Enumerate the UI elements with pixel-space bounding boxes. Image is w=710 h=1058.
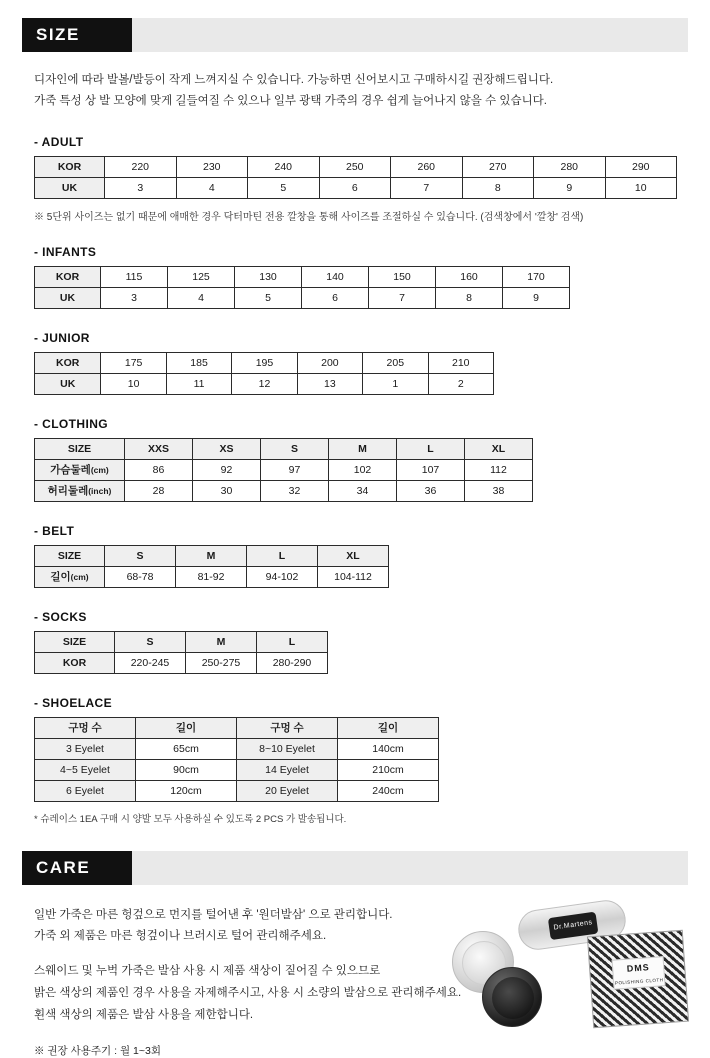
junior-kor-5: 210	[428, 352, 493, 373]
shoelace-r0-c0: 3 Eyelet	[35, 738, 136, 759]
junior-kor-0: 175	[101, 352, 166, 373]
adult-kor-6: 280	[534, 156, 606, 177]
cloth-tag	[612, 956, 666, 990]
shoelace-section-label: - SHOELACE	[34, 695, 113, 710]
belt-length-1: 81-92	[176, 566, 247, 587]
junior-uk-2: 12	[232, 373, 297, 394]
care-p1-line2: 가죽 외 제품은 마른 헝겊이나 브러시로 털어 관리해주세요.	[34, 930, 327, 943]
table-row	[35, 459, 533, 480]
junior-kor-2: 195	[232, 352, 297, 373]
adult-row-head-kor: KOR	[35, 156, 105, 177]
clothing-row-head-waist	[35, 480, 125, 501]
adult-uk-2: 5	[248, 177, 320, 198]
clothing-header-first: SIZE	[35, 438, 125, 459]
clothing-waist-1: 30	[193, 480, 261, 501]
socks-size-table	[34, 631, 328, 674]
socks-header-first: SIZE	[35, 631, 115, 652]
table-row	[35, 287, 570, 308]
size-care-guide-page	[0, 18, 710, 1058]
clothing-chest-unit: (cm)	[90, 465, 109, 476]
adult-uk-5: 8	[462, 177, 534, 198]
table-row	[35, 480, 533, 501]
care-p1-line1: 일반 가죽은 마른 헝겊으로 먼지를 털어낸 후 '원더발삼' 으로 관리합니다.	[34, 908, 393, 921]
clothing-waist-2: 32	[261, 480, 329, 501]
care-section-title: CARE	[22, 851, 132, 885]
adult-note: ※ 5단위 사이즈는 없기 때문에 애매한 경우 닥터마틴 전용 깔창을 통해 사이즈를 조절하실 수 있습니다. (검색창에서 '깔창' 검색)	[34, 211, 584, 223]
clothing-chest-0: 86	[125, 459, 193, 480]
table-row	[35, 266, 570, 287]
shoelace-r2-c1: 120cm	[136, 780, 237, 801]
adult-uk-0: 3	[105, 177, 177, 198]
table-row	[35, 156, 677, 177]
clothing-chest-2: 97	[261, 459, 329, 480]
care-paragraph-2	[34, 961, 464, 1027]
care-p2-line2: 밝은 색상의 제품인 경우 사용을 자제해주시고, 사용 시 소량의 발삼으로 관리해주세요.	[34, 987, 462, 1000]
care-note: ※ 권장 사용주기 : 월 1~3회	[34, 1044, 161, 1057]
shoelace-r1-c3: 210cm	[338, 759, 439, 780]
table-row	[35, 566, 389, 587]
care-p2-line1: 스웨이드 및 누벅 가죽은 발삼 사용 시 제품 색상이 짙어질 수 있으므로	[34, 965, 381, 978]
shoelace-r0-c2: 8~10 Eyelet	[237, 738, 338, 759]
shoelace-r0-c1: 65cm	[136, 738, 237, 759]
socks-row-head-kor: KOR	[35, 652, 115, 673]
belt-length-2: 94-102	[247, 566, 318, 587]
belt-header-0: S	[105, 545, 176, 566]
adult-kor-1: 230	[176, 156, 248, 177]
shoelace-r1-c1: 90cm	[136, 759, 237, 780]
table-row	[35, 738, 439, 759]
brush-label: Dr.Martens	[548, 911, 599, 939]
adult-uk-3: 6	[319, 177, 391, 198]
shoelace-r2-c3: 240cm	[338, 780, 439, 801]
size-intro-line-1: 디자인에 따라 발볼/발등이 작게 느껴지실 수 있습니다. 가능하면 신어보시고 구매하시길 권장해드립니다.	[34, 74, 554, 86]
shoelace-note: * 슈레이스 1EA 구매 시 양발 모두 사용하실 수 있도록 2 PCS 가 발송됩니다.	[34, 813, 347, 825]
black-polish-tin-icon	[482, 967, 542, 1027]
size-section-title: SIZE	[22, 18, 132, 52]
infants-uk-6: 9	[503, 287, 570, 308]
clothing-header-3: M	[329, 438, 397, 459]
clothing-header-2: S	[261, 438, 329, 459]
belt-header-first: SIZE	[35, 545, 105, 566]
infants-uk-3: 6	[302, 287, 369, 308]
table-row	[35, 759, 439, 780]
belt-length-0: 68-78	[105, 566, 176, 587]
table-row	[35, 631, 328, 652]
table-row	[35, 717, 439, 738]
clothing-section-label: - CLOTHING	[34, 416, 108, 431]
clothing-header-5: XL	[465, 438, 533, 459]
shoelace-size-table	[34, 717, 439, 802]
clothing-chest-3: 102	[329, 459, 397, 480]
belt-section-label: - BELT	[34, 523, 75, 538]
socks-kor-1: 250-275	[186, 652, 257, 673]
clothing-waist-3: 34	[329, 480, 397, 501]
adult-uk-6: 9	[534, 177, 606, 198]
socks-header-2: L	[257, 631, 328, 652]
table-row	[35, 373, 494, 394]
junior-kor-4: 205	[363, 352, 428, 373]
clothing-chest-label: 가슴둘레	[50, 464, 91, 477]
polishing-cloth-icon	[587, 929, 689, 1027]
adult-uk-4: 7	[391, 177, 463, 198]
care-instructions	[34, 905, 464, 1027]
infants-kor-3: 140	[302, 266, 369, 287]
care-p2-line3: 횐색 색상의 제품은 발삼 사용을 제한합니다.	[34, 1008, 254, 1021]
junior-uk-1: 11	[166, 373, 231, 394]
socks-kor-0: 220-245	[115, 652, 186, 673]
belt-row-head-length	[35, 566, 105, 587]
shoelace-r2-c2: 20 Eyelet	[237, 780, 338, 801]
care-product-photo	[446, 903, 686, 1028]
size-intro-text	[34, 70, 676, 113]
clothing-chest-5: 112	[465, 459, 533, 480]
clothing-header-4: L	[397, 438, 465, 459]
infants-size-table	[34, 266, 570, 309]
junior-row-head-kor: KOR	[35, 352, 101, 373]
clothing-header-0: XXS	[125, 438, 193, 459]
infants-uk-4: 7	[369, 287, 436, 308]
infants-uk-2: 5	[235, 287, 302, 308]
junior-row-head-uk: UK	[35, 373, 101, 394]
infants-uk-5: 8	[436, 287, 503, 308]
adult-kor-3: 250	[319, 156, 391, 177]
cloth-sublabel: POLISHING CLOTH	[614, 976, 664, 986]
care-section	[0, 851, 710, 1058]
infants-row-head-kor: KOR	[35, 266, 101, 287]
shoelace-header-1: 길이	[136, 717, 237, 738]
socks-kor-2: 280-290	[257, 652, 328, 673]
junior-section-label: - JUNIOR	[34, 330, 90, 345]
shoelace-header-3: 길이	[338, 717, 439, 738]
cloth-label: DMS	[626, 961, 651, 974]
clothing-chest-4: 107	[397, 459, 465, 480]
shoelace-r0-c3: 140cm	[338, 738, 439, 759]
clothing-waist-unit: (inch)	[88, 486, 112, 497]
adult-section-label: - ADULT	[34, 134, 84, 149]
infants-kor-2: 130	[235, 266, 302, 287]
clothing-size-table	[34, 438, 533, 502]
socks-section-label: - SOCKS	[34, 609, 87, 624]
belt-header-3: XL	[318, 545, 389, 566]
clothing-waist-label: 허리둘레	[47, 485, 89, 498]
tin2-lid	[492, 977, 534, 1019]
belt-length-unit: (cm)	[70, 572, 89, 583]
shoelace-r1-c0: 4~5 Eyelet	[35, 759, 136, 780]
infants-kor-1: 125	[168, 266, 235, 287]
belt-header-1: M	[176, 545, 247, 566]
infants-row-head-uk: UK	[35, 287, 101, 308]
adult-kor-2: 240	[248, 156, 320, 177]
adult-kor-0: 220	[105, 156, 177, 177]
table-row	[35, 780, 439, 801]
table-row	[35, 352, 494, 373]
socks-header-0: S	[115, 631, 186, 652]
table-row	[35, 177, 677, 198]
adult-uk-7: 10	[605, 177, 677, 198]
care-paragraph-1	[34, 905, 464, 949]
junior-uk-3: 13	[297, 373, 362, 394]
size-intro-line-2: 가죽 특성 상 발 모양에 맞게 길들여질 수 있으나 일부 광택 가죽의 경우 쉽게 늘어나지 않을 수 있습니다.	[34, 95, 547, 108]
clothing-row-head-chest	[35, 459, 125, 480]
belt-size-table	[34, 545, 389, 588]
adult-uk-1: 4	[176, 177, 248, 198]
infants-uk-1: 4	[168, 287, 235, 308]
clothing-waist-4: 36	[397, 480, 465, 501]
belt-header-2: L	[247, 545, 318, 566]
shoelace-header-2: 구멍 수	[237, 717, 338, 738]
socks-header-1: M	[186, 631, 257, 652]
adult-kor-7: 290	[605, 156, 677, 177]
clothing-header-1: XS	[193, 438, 261, 459]
infants-kor-5: 160	[436, 266, 503, 287]
infants-uk-0: 3	[101, 287, 168, 308]
table-row	[35, 652, 328, 673]
junior-kor-1: 185	[166, 352, 231, 373]
junior-kor-3: 200	[297, 352, 362, 373]
junior-uk-5: 2	[428, 373, 493, 394]
shoelace-header-0: 구멍 수	[35, 717, 136, 738]
clothing-waist-5: 38	[465, 480, 533, 501]
belt-length-3: 104-112	[318, 566, 389, 587]
adult-kor-5: 270	[462, 156, 534, 177]
infants-section-label: - INFANTS	[34, 244, 97, 259]
clothing-chest-1: 92	[193, 459, 261, 480]
size-section-banner	[22, 18, 688, 52]
infants-kor-0: 115	[101, 266, 168, 287]
table-row	[35, 545, 389, 566]
care-section-banner	[22, 851, 688, 885]
junior-uk-4: 1	[363, 373, 428, 394]
junior-size-table	[34, 352, 494, 395]
infants-kor-6: 170	[503, 266, 570, 287]
shoelace-r1-c2: 14 Eyelet	[237, 759, 338, 780]
table-row	[35, 438, 533, 459]
shoelace-r2-c0: 6 Eyelet	[35, 780, 136, 801]
adult-kor-4: 260	[391, 156, 463, 177]
clothing-waist-0: 28	[125, 480, 193, 501]
junior-uk-0: 10	[101, 373, 166, 394]
belt-length-label: 길이	[50, 571, 71, 584]
adult-row-head-uk: UK	[35, 177, 105, 198]
adult-size-table	[34, 156, 677, 199]
infants-kor-4: 150	[369, 266, 436, 287]
